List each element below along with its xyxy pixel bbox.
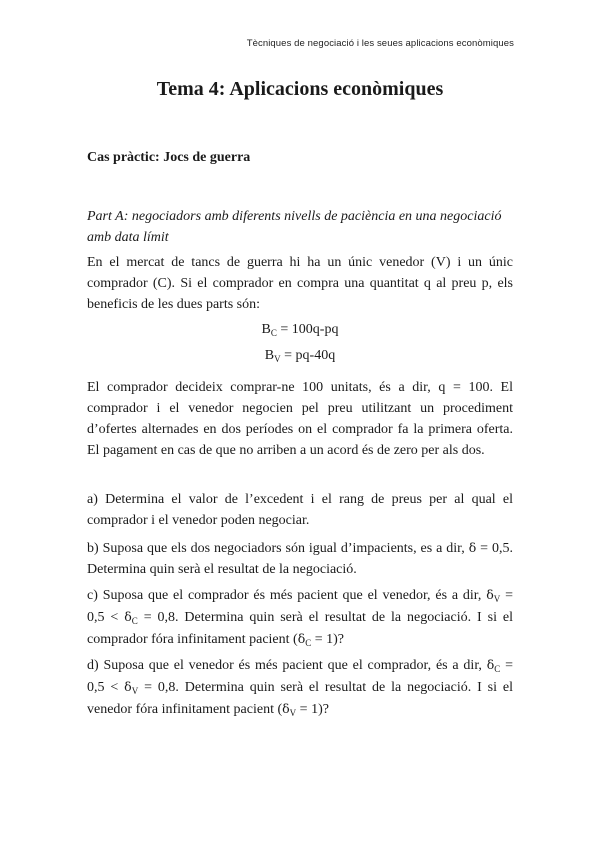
running-header: Tècniques de negociació i les seues aplicacions econòmiques — [246, 38, 514, 49]
delta-subscript: V — [289, 708, 297, 718]
formula-buyer-lhs: B — [261, 322, 271, 337]
formula-seller-lhs: B — [264, 348, 275, 363]
question-c-text-1: c) Suposa que el comprador és més pacient que el venedor, és a dir, — [87, 588, 487, 603]
question-c — [87, 584, 513, 650]
formula-buyer — [87, 322, 513, 338]
delta-symbol: δ — [486, 657, 495, 672]
delta-symbol: δ — [282, 701, 290, 716]
delta-subscript: C — [131, 616, 138, 626]
page-title: Tema 4: Aplicacions econòmiques — [156, 78, 444, 100]
question-a: a) Determina el valor de l’excedent i el rang de preus per al qual el comprador i el venedor poden negociar. — [87, 492, 513, 528]
delta-symbol: δ — [486, 587, 494, 602]
question-c-text-2: = 0,5 < — [87, 588, 513, 625]
case-title: Cas pràctic: Jocs de guerra — [87, 150, 251, 165]
formula-buyer-rhs: = 100q-pq — [276, 322, 339, 337]
description-paragraph: El comprador decideix comprar-ne 100 unitats, és a dir, q = 100. El comprador i el venedor negocien pel preu utilitzant un procediment d’ofertes alternades en dos períodes on el comprador fa la primera oferta. El pagament en cas de que no arriben a un acord és de zero per als dos. — [87, 380, 513, 458]
delta-symbol: δ — [124, 679, 132, 694]
question-d-text-4: = 1)? — [296, 702, 329, 717]
formula-seller — [87, 348, 513, 364]
formula-seller-subscript: V — [274, 354, 281, 364]
question-d-text-1: d) Suposa que el venedor és més pacient que el comprador, és a dir, — [87, 658, 487, 673]
question-c-text-3: = 0,8. Determina quin serà el resultat de la negociació. I si el comprador fóra infinitament pacient ( — [87, 610, 513, 647]
question-d-text-3: = 0,8. Determina quin serà el resultat de la negociació. I si el venedor fóra infinitament pacient ( — [87, 680, 513, 717]
delta-symbol: δ — [468, 540, 477, 555]
question-c-text-4: = 1)? — [311, 632, 345, 647]
question-d — [87, 654, 513, 720]
question-b — [87, 537, 513, 580]
delta-symbol: δ — [297, 631, 306, 646]
question-b-text-2: = 0,5. Determina quin serà el resultat de la negociació. — [87, 541, 513, 577]
part-a-title: Part A: negociadors amb diferents nivells de paciència en una negociació amb data límit — [87, 209, 502, 245]
formula-seller-rhs: = pq-40q — [280, 348, 336, 363]
delta-subscript: V — [493, 594, 501, 604]
delta-subscript: C — [305, 638, 312, 648]
question-b-text-1: b) Suposa que els dos negociadors són igual d’impacients, es a dir, — [87, 541, 469, 556]
delta-subscript: V — [131, 686, 139, 696]
formula-buyer-subscript: C — [270, 328, 277, 338]
delta-subscript: C — [494, 664, 501, 674]
delta-symbol: δ — [124, 609, 132, 624]
intro-paragraph: En el mercat de tancs de guerra hi ha un únic venedor (V) i un únic comprador (C). Si el comprador en compra una quantitat q al preu p, els beneficis de les dues parts són: — [87, 255, 513, 312]
question-d-text-2: = 0,5 < — [87, 658, 514, 695]
